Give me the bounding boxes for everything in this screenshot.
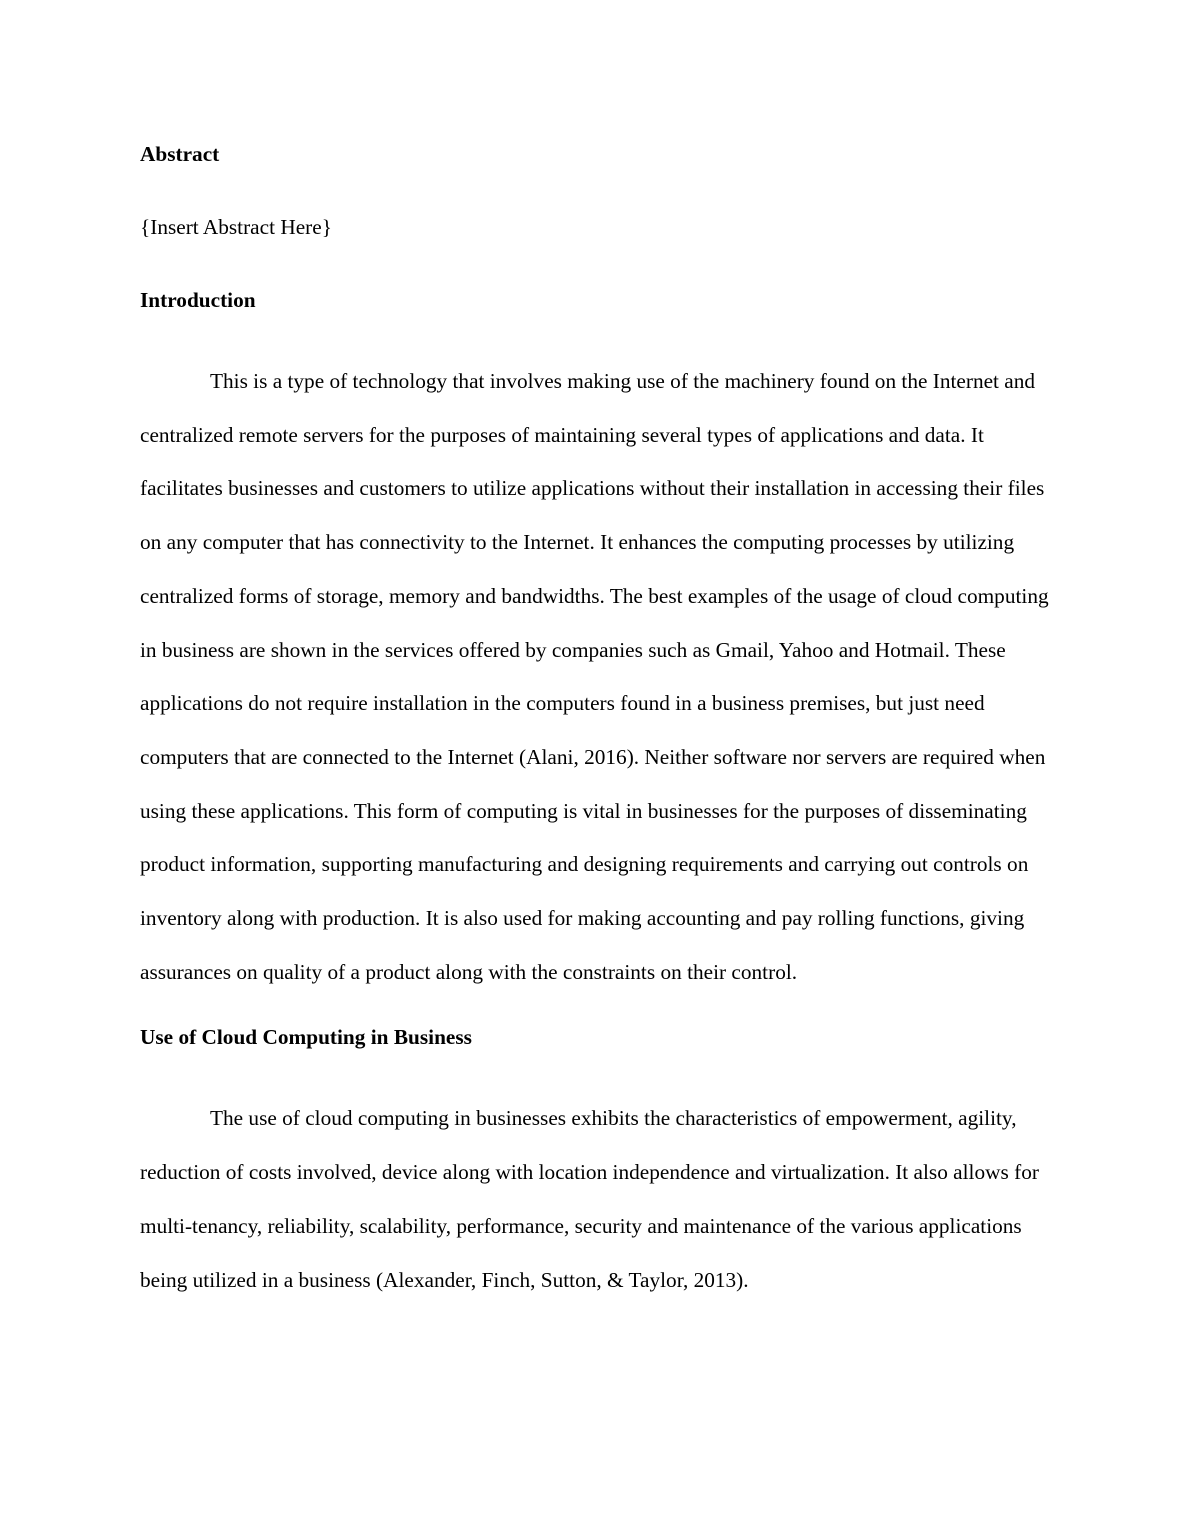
introduction-paragraph: This is a type of technology that involves making use of the machinery found on the Internet and centralized remote servers for the purposes of maintaining several types of applications and data. It facilitates businesses and customers to utilize applications without their installation in accessing their files on any computer that has connectivity to the Internet. It enhances the computing processes by utilizing centralized forms of storage, memory and bandwidths. The best examples of the usage of cloud computing in business are shown in the services offered by companies such as Gmail, Yahoo and Hotmail. These applications do not require installation in the computers found in a business premises, but just need computers that are connected to the Internet (Alani, 2016). Neither software nor servers are required when using these applications. This form of computing is vital in businesses for the purposes of disseminating product information, supporting manufacturing and designing requirements and carrying out controls on inventory along with production. It is also used for making accounting and pay rolling functions, giving assurances on quality of a product along with the constraints on their control. bbox=[140, 369, 1049, 984]
introduction-heading: Introduction bbox=[140, 288, 256, 312]
cloud-business-paragraph: The use of cloud computing in businesses exhibits the characteristics of empowerment, agility, reduction of costs involved, device along with location independence and virtualization. It also allows for multi-tenancy, reliability, scalability, performance, security and maintenance of the various applications being utilized in a business (Alexander, Finch, Sutton, & Taylor, 2013). bbox=[140, 1106, 1039, 1292]
document-content bbox=[140, 136, 1050, 1327]
abstract-placeholder: {Insert Abstract Here} bbox=[140, 215, 332, 239]
abstract-heading: Abstract bbox=[140, 142, 220, 166]
cloud-business-heading: Use of Cloud Computing in Business bbox=[140, 1025, 472, 1050]
